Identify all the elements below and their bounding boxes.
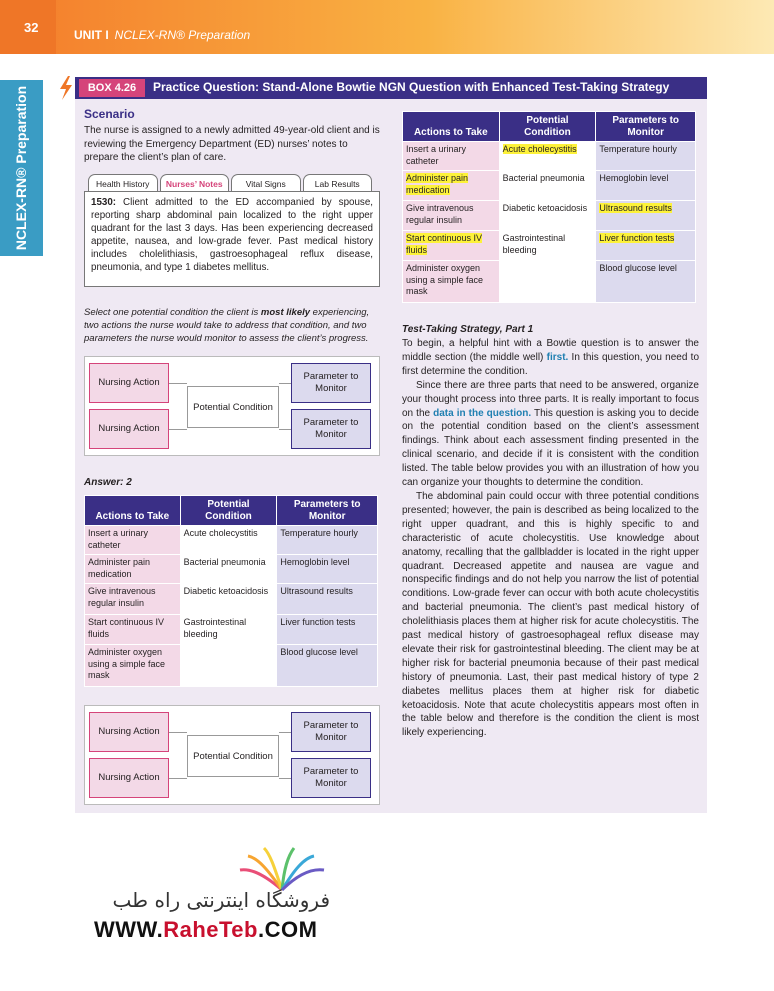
table-cell: [403, 231, 500, 261]
bowtie-connector: [169, 732, 187, 733]
bowtie-answer: [84, 705, 380, 805]
col-header-condition: Potential Condition: [180, 496, 277, 526]
table-cell: [180, 645, 277, 687]
strategy-paragraph: [402, 337, 699, 379]
question-prompt: [84, 306, 382, 345]
highlighted-text: Ultrasound results: [599, 203, 672, 213]
table-cell: [499, 142, 596, 171]
table-cell: Blood glucose level: [277, 645, 378, 687]
bowtie-nursing-action-2[interactable]: Nursing Action: [89, 409, 169, 449]
table-cell: Give intravenous regular insulin: [403, 201, 500, 231]
table-cell: Temperature hourly: [596, 142, 696, 171]
table-cell: Start continuous IV fluids: [85, 615, 181, 645]
table-cell: Ultrasound results: [277, 584, 378, 615]
bowtie-connector: [169, 778, 187, 779]
bowtie-connector: [169, 383, 187, 384]
strategy-text-run: To begin, a helpful hint with a Bowtie question is to answer the middle section (the middle well): [402, 338, 699, 363]
highlighted-text: Start continuous IV fluids: [406, 233, 483, 255]
url-prefix: WWW.: [94, 917, 164, 942]
table-cell: Insert a urinary catheter: [85, 526, 181, 555]
strategy-text-run: This question is asking you to decide on the potential condition based on the client’s assessment findings. Think about each assessment finding presented in the clinical scenario, and decide if it is consistent with the condition listed. The table below provides you with an illustration of how you can organize your thoughts to determine the condition.: [402, 407, 699, 489]
table-cell: Administer pain medication: [85, 555, 181, 584]
table-cell: Acute cholecystitis: [180, 526, 277, 555]
strategy-heading: Test-Taking Strategy, Part 1: [402, 324, 534, 335]
table-cell: Hemoglobin level: [277, 555, 378, 584]
bowtie-connector: [279, 429, 291, 430]
col-header-actions: Actions to Take: [85, 496, 181, 526]
table-cell: Bacterial pneumonia: [180, 555, 277, 584]
col-header-actions: Actions to Take: [403, 112, 500, 142]
bowtie-nursing-action-1: Nursing Action: [89, 712, 169, 752]
bowtie-question: [84, 356, 380, 456]
question-part1: Select one potential condition the client is: [84, 307, 261, 318]
ehr-tabs: [88, 174, 374, 192]
nurses-note: [84, 191, 380, 287]
url-brand: RaheTeb: [163, 917, 258, 942]
table-cell: Give intravenous regular insulin: [85, 584, 181, 615]
bowtie-connector: [279, 383, 291, 384]
watermark-persian: فروشگاه اینترنتی راه طب: [112, 888, 330, 912]
table-cell: Liver function tests: [277, 615, 378, 645]
tab-lab-results[interactable]: Lab Results: [303, 174, 373, 192]
bowtie-potential-condition[interactable]: Potential Condition: [187, 386, 279, 428]
bowtie-parameter-1[interactable]: Parameter to Monitor: [291, 363, 371, 403]
table-cell: [596, 231, 696, 261]
bowtie-connector: [279, 778, 291, 779]
url-suffix: .COM: [257, 917, 318, 942]
unit-label: UNIT I: [74, 28, 109, 42]
tab-health-history[interactable]: Health History: [88, 174, 158, 192]
question-emph: most likely: [260, 307, 311, 318]
note-time: 1530:: [91, 197, 117, 208]
table-cell: Hemoglobin level: [596, 171, 696, 201]
strategy-text: [402, 337, 699, 740]
options-table-answer: [84, 495, 378, 687]
table-cell: Temperature hourly: [277, 526, 378, 555]
table-cell: Bacterial pneumonia: [499, 171, 596, 201]
bowtie-nursing-action-1[interactable]: Nursing Action: [89, 363, 169, 403]
box-title: Practice Question: Stand-Alone Bowtie NGN Question with Enhanced Test-Taking Strategy: [153, 80, 670, 94]
table-cell: Diabetic ketoacidosis: [180, 584, 277, 615]
table-cell: Administer oxygen using a simple face mask: [85, 645, 181, 687]
bowtie-parameter-1: Parameter to Monitor: [291, 712, 371, 752]
unit-subtitle: NCLEX-RN® Preparation: [114, 28, 251, 42]
bowtie-connector: [169, 429, 187, 430]
table-cell: Gastrointestinal bleeding: [180, 615, 277, 645]
table-cell: Insert a urinary catheter: [403, 142, 500, 171]
tab-vital-signs[interactable]: Vital Signs: [231, 174, 301, 192]
table-cell: Diabetic ketoacidosis: [499, 201, 596, 231]
strategy-paragraph: The abdominal pain could occur with three potential conditions presented; however, the pain is described as being localized to the right upper quadrant, and this is highly specific to and characteristic of acute cholecystitis. Use knowledge about anatomy, recalling that the gallbladder is located in the right upper quadrant. Decreased appetite and nausea are vague and nonspecific findings and do not help you narrow the list of potential conditions. Low-grade fever can occur with both acute cholecystitis and bacterial pneumonia. The client’s past medical history of cholelithiasis places them at higher risk for acute cholecystitis. The past medical history of gastroesophageal reflux disease may elevate their risk for gastrointestinal bleeding. The client may be at higher risk for bacterial pneumonia because of their past medical history of pneumonia. Last, their past medical history of type 2 diabetes mellitus places them at higher risk for diabetic ketoacidosis. Note that acute cholecystitis appears most often in the table below and therefore is the condition the client is most likely experiencing.: [402, 490, 699, 739]
bowtie-potential-condition: Potential Condition: [187, 735, 279, 777]
scenario-text: The nurse is assigned to a newly admitted 49-year-old client and is reviewing the Emergency Department (ED) nurses’ notes to prepare the client’s plan of care.: [84, 125, 380, 163]
bowtie-nursing-action-2: Nursing Action: [89, 758, 169, 798]
raheteb-logo-icon: [236, 846, 328, 894]
tab-nurses-notes[interactable]: Nurses’ Notes: [160, 174, 230, 192]
box-label: BOX 4.26: [79, 79, 145, 97]
table-cell: [499, 261, 596, 303]
question-part2: experiencing, two actions the nurse would take to address that condition, and two parameters the nurse would monitor to assess the client’s progress.: [84, 307, 370, 344]
options-table-strategy: [402, 111, 696, 303]
side-tab-label: NCLEX-RN® Preparation: [13, 85, 29, 251]
bowtie-connector: [279, 732, 291, 733]
bowtie-parameter-2[interactable]: Parameter to Monitor: [291, 409, 371, 449]
strategy-text-run: In this question, you need to first determine the condition.: [402, 351, 699, 377]
scenario-heading: Scenario: [84, 107, 135, 121]
strategy-emphasis: data in the question.: [433, 407, 532, 419]
table-cell: Gastrointestinal bleeding: [499, 231, 596, 261]
highlighted-text: Administer pain medication: [406, 173, 469, 195]
page-number: 32: [0, 0, 56, 54]
watermark-url: [94, 917, 317, 943]
col-header-condition: Potential Condition: [499, 112, 596, 142]
page-header: [0, 0, 774, 54]
strategy-text-run: Since there are three parts that need to be answered, organize your thought process into three parts. It is really important to focus on the: [402, 379, 699, 419]
side-tab: [0, 80, 43, 256]
highlighted-text: Acute cholecystitis: [502, 144, 577, 154]
table-cell: Administer oxygen using a simple face mask: [403, 261, 500, 303]
col-header-parameters: Parameters to Monitor: [277, 496, 378, 526]
table-cell: [403, 171, 500, 201]
col-header-parameters: Parameters to Monitor: [596, 112, 696, 142]
bowtie-parameter-2: Parameter to Monitor: [291, 758, 371, 798]
table-cell: Blood glucose level: [596, 261, 696, 303]
unit-title: [74, 28, 250, 42]
answer-label: Answer: 2: [84, 477, 132, 488]
lightning-bolt-icon: [58, 76, 74, 100]
strategy-emphasis: first.: [546, 351, 569, 363]
table-cell: [596, 201, 696, 231]
strategy-paragraph: [402, 379, 699, 490]
note-text: Client admitted to the ED accompanied by spouse, reporting sharp abdominal pain localized to the right upper quadrant for the last 3 days. Has been experiencing decreased appetite, nausea, and low-grade fever. Past medical history includes cholelithiasis, gastroesophageal reflux disease, pneumonia, and type 1 diabetes mellitus.: [91, 197, 373, 273]
highlighted-text: Liver function tests: [599, 233, 675, 243]
